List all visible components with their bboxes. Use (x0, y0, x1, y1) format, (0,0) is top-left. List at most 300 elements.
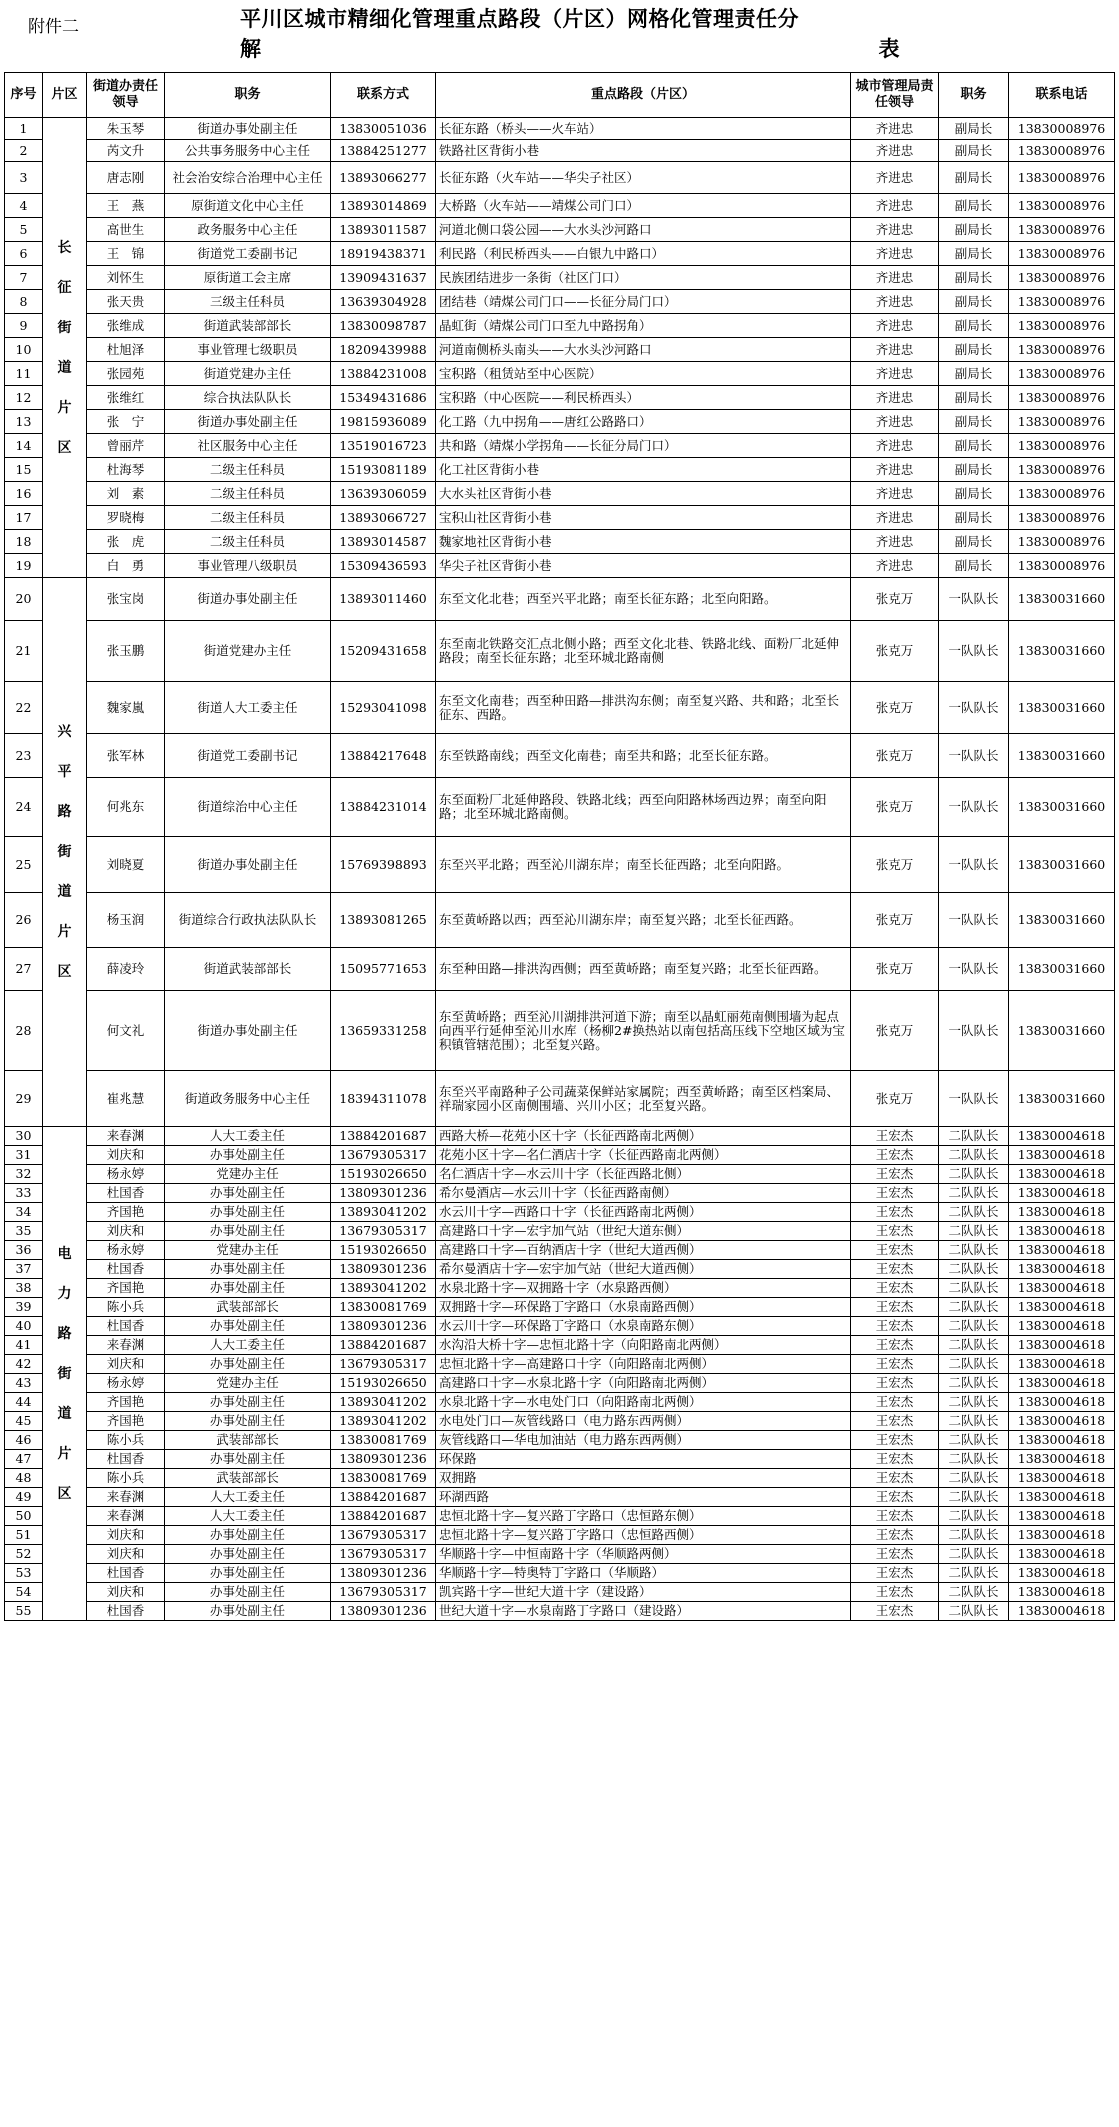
leader-name: 杜国香 (87, 1317, 165, 1336)
leader-phone: 13679305317 (331, 1526, 436, 1545)
city-phone: 13830031660 (1009, 1071, 1115, 1127)
road-section: 华尖子社区背街小巷 (436, 554, 851, 578)
city-leader: 张克万 (851, 682, 939, 734)
road-section: 铁路社区背街小巷 (436, 140, 851, 162)
leader-title: 人大工委主任 (165, 1488, 331, 1507)
leader-title: 社会治安综合治理中心主任 (165, 162, 331, 194)
leader-title: 原街道工会主席 (165, 266, 331, 290)
city-leader: 王宏杰 (851, 1279, 939, 1298)
city-leader: 齐进忠 (851, 194, 939, 218)
row-no: 15 (5, 458, 43, 482)
city-title: 二队队长 (939, 1393, 1009, 1412)
city-phone: 13830004618 (1009, 1507, 1115, 1526)
row-no: 49 (5, 1488, 43, 1507)
leader-name: 何兆东 (87, 778, 165, 837)
leader-phone: 13809301236 (331, 1184, 436, 1203)
table-row (5, 290, 1115, 314)
row-no: 53 (5, 1564, 43, 1583)
city-title: 二队队长 (939, 1241, 1009, 1260)
city-title: 副局长 (939, 410, 1009, 434)
city-title: 二队队长 (939, 1165, 1009, 1184)
city-phone: 13830004618 (1009, 1602, 1115, 1621)
city-title: 二队队长 (939, 1412, 1009, 1431)
leader-title: 综合执法队队长 (165, 386, 331, 410)
leader-title: 政务服务中心主任 (165, 218, 331, 242)
leader-phone: 13809301236 (331, 1317, 436, 1336)
city-leader: 王宏杰 (851, 1146, 939, 1165)
row-no: 20 (5, 578, 43, 621)
row-no: 47 (5, 1450, 43, 1469)
city-leader: 王宏杰 (851, 1127, 939, 1146)
city-leader: 齐进忠 (851, 434, 939, 458)
row-no: 55 (5, 1602, 43, 1621)
row-no: 5 (5, 218, 43, 242)
leader-phone: 13893041202 (331, 1203, 436, 1222)
leader-name: 张军林 (87, 734, 165, 778)
city-phone: 13830004618 (1009, 1488, 1115, 1507)
col-leader: 街道办责任领导 (87, 73, 165, 118)
city-phone: 13830004618 (1009, 1431, 1115, 1450)
leader-name: 杜旭泽 (87, 338, 165, 362)
row-no: 48 (5, 1469, 43, 1488)
leader-phone: 13893041202 (331, 1279, 436, 1298)
row-no: 23 (5, 734, 43, 778)
leader-phone: 18209439988 (331, 338, 436, 362)
leader-title: 事业管理七级职员 (165, 338, 331, 362)
leader-name: 陈小兵 (87, 1298, 165, 1317)
row-no: 42 (5, 1355, 43, 1374)
leader-phone: 13679305317 (331, 1146, 436, 1165)
row-no: 35 (5, 1222, 43, 1241)
city-title: 二队队长 (939, 1127, 1009, 1146)
leader-name: 张维成 (87, 314, 165, 338)
title-line-2 (240, 34, 900, 64)
table-row (5, 338, 1115, 362)
col-city-title: 职务 (939, 73, 1009, 118)
road-section: 环保路 (436, 1450, 851, 1469)
leader-name: 魏家嵐 (87, 682, 165, 734)
col-title: 职务 (165, 73, 331, 118)
city-leader: 齐进忠 (851, 290, 939, 314)
leader-name: 朱玉琴 (87, 118, 165, 140)
leader-title: 公共事务服务中心主任 (165, 140, 331, 162)
table-row (5, 734, 1115, 778)
city-phone: 13830008976 (1009, 290, 1115, 314)
leader-title: 办事处副主任 (165, 1526, 331, 1545)
leader-title: 社区服务中心主任 (165, 434, 331, 458)
row-no: 25 (5, 837, 43, 893)
city-phone: 13830031660 (1009, 778, 1115, 837)
city-phone: 13830008976 (1009, 554, 1115, 578)
row-no: 43 (5, 1374, 43, 1393)
table-row (5, 1222, 1115, 1241)
leader-name: 崔兆慧 (87, 1071, 165, 1127)
leader-phone: 15293041098 (331, 682, 436, 734)
leader-title: 办事处副主任 (165, 1412, 331, 1431)
city-phone: 13830004618 (1009, 1146, 1115, 1165)
title-line-2-right: 表 (878, 36, 900, 61)
city-title: 副局长 (939, 314, 1009, 338)
road-section: 灰管线路口—华电加油站（电力路东西两侧） (436, 1431, 851, 1450)
row-no: 2 (5, 140, 43, 162)
city-leader: 张克万 (851, 991, 939, 1071)
row-no: 45 (5, 1412, 43, 1431)
row-no: 30 (5, 1127, 43, 1146)
leader-name: 高世生 (87, 218, 165, 242)
city-leader: 王宏杰 (851, 1374, 939, 1393)
city-title: 一队队长 (939, 1071, 1009, 1127)
city-leader: 王宏杰 (851, 1583, 939, 1602)
table-row (5, 482, 1115, 506)
city-phone: 13830004618 (1009, 1184, 1115, 1203)
leader-name: 杜国香 (87, 1184, 165, 1203)
city-phone: 13830004618 (1009, 1393, 1115, 1412)
leader-name: 来春渊 (87, 1507, 165, 1526)
city-leader: 王宏杰 (851, 1602, 939, 1621)
city-phone: 13830031660 (1009, 893, 1115, 948)
leader-phone: 13639304928 (331, 290, 436, 314)
leader-phone: 13659331258 (331, 991, 436, 1071)
city-phone: 13830008976 (1009, 482, 1115, 506)
leader-name: 张 虎 (87, 530, 165, 554)
leader-phone: 13893014587 (331, 530, 436, 554)
road-section: 东至文化北巷；西至兴平北路；南至长征东路；北至向阳路。 (436, 578, 851, 621)
city-title: 副局长 (939, 218, 1009, 242)
attachment-label: 附件二 (28, 17, 79, 37)
row-no: 26 (5, 893, 43, 948)
city-phone: 13830004618 (1009, 1412, 1115, 1431)
table-row (5, 1127, 1115, 1146)
leader-phone: 19815936089 (331, 410, 436, 434)
table-row (5, 266, 1115, 290)
leader-phone: 15769398893 (331, 837, 436, 893)
leader-title: 党建办主任 (165, 1165, 331, 1184)
city-title: 副局长 (939, 338, 1009, 362)
road-section: 花苑小区十字—名仁酒店十字（长征西路南北两侧） (436, 1146, 851, 1165)
row-no: 46 (5, 1431, 43, 1450)
city-leader: 王宏杰 (851, 1564, 939, 1583)
title-line-2-left: 解 (240, 36, 262, 61)
leader-name: 刘庆和 (87, 1146, 165, 1165)
city-phone: 13830008976 (1009, 410, 1115, 434)
city-phone: 13830004618 (1009, 1241, 1115, 1260)
city-leader: 齐进忠 (851, 218, 939, 242)
road-section: 凯宾路十字—世纪大道十字（建设路） (436, 1583, 851, 1602)
leader-title: 街道人大工委主任 (165, 682, 331, 734)
leader-phone: 18394311078 (331, 1071, 436, 1127)
road-section: 华顺路十字—特奥特丁字路口（华顺路） (436, 1564, 851, 1583)
city-title: 一队队长 (939, 578, 1009, 621)
leader-phone: 13679305317 (331, 1355, 436, 1374)
city-title: 二队队长 (939, 1526, 1009, 1545)
city-leader: 张克万 (851, 778, 939, 837)
leader-phone: 15193081189 (331, 458, 436, 482)
city-phone: 13830004618 (1009, 1469, 1115, 1488)
leader-title: 街道办事处副主任 (165, 991, 331, 1071)
leader-title: 三级主任科员 (165, 290, 331, 314)
leader-title: 二级主任科员 (165, 482, 331, 506)
city-title: 二队队长 (939, 1203, 1009, 1222)
row-no: 13 (5, 410, 43, 434)
city-phone: 13830004618 (1009, 1355, 1115, 1374)
city-leader: 张克万 (851, 893, 939, 948)
leader-phone: 13884231014 (331, 778, 436, 837)
table-row (5, 1071, 1115, 1127)
city-leader: 齐进忠 (851, 410, 939, 434)
district-name: 电力路街道片区 (57, 1245, 72, 1502)
table-row (5, 162, 1115, 194)
city-title: 副局长 (939, 506, 1009, 530)
col-no: 序号 (5, 73, 43, 118)
leader-phone: 13893014869 (331, 194, 436, 218)
leader-phone: 13893011587 (331, 218, 436, 242)
road-section: 东至种田路—排洪沟西侧；西至黄峤路；南至复兴路；北至长征西路。 (436, 948, 851, 991)
city-title: 二队队长 (939, 1298, 1009, 1317)
leader-title: 办事处副主任 (165, 1450, 331, 1469)
road-section: 忠恒北路十字—复兴路丁字路口（忠恒路西侧） (436, 1526, 851, 1545)
road-section: 名仁酒店十字—水云川十字（长征西路北侧） (436, 1165, 851, 1184)
city-phone: 13830031660 (1009, 948, 1115, 991)
city-phone: 13830008976 (1009, 530, 1115, 554)
row-no: 24 (5, 778, 43, 837)
leader-phone: 13809301236 (331, 1260, 436, 1279)
table-row (5, 386, 1115, 410)
table-row (5, 1393, 1115, 1412)
row-no: 33 (5, 1184, 43, 1203)
leader-name: 刘庆和 (87, 1222, 165, 1241)
leader-title: 人大工委主任 (165, 1507, 331, 1526)
city-phone: 13830008976 (1009, 386, 1115, 410)
city-phone: 13830004618 (1009, 1298, 1115, 1317)
leader-phone: 15193026650 (331, 1241, 436, 1260)
leader-name: 白 勇 (87, 554, 165, 578)
city-phone: 13830004618 (1009, 1165, 1115, 1184)
row-no: 27 (5, 948, 43, 991)
table-row (5, 1184, 1115, 1203)
leader-title: 办事处副主任 (165, 1355, 331, 1374)
table-row (5, 218, 1115, 242)
leader-name: 来春渊 (87, 1336, 165, 1355)
road-section: 东至兴平北路；西至沁川湖东岸；南至长征西路；北至向阳路。 (436, 837, 851, 893)
city-title: 一队队长 (939, 734, 1009, 778)
city-leader: 齐进忠 (851, 242, 939, 266)
table-row (5, 1279, 1115, 1298)
city-title: 副局长 (939, 266, 1009, 290)
leader-title: 办事处副主任 (165, 1393, 331, 1412)
table-body (5, 118, 1115, 1621)
city-leader: 王宏杰 (851, 1298, 939, 1317)
row-no: 44 (5, 1393, 43, 1412)
leader-name: 齐国艳 (87, 1203, 165, 1222)
leader-phone: 15209431658 (331, 621, 436, 682)
table-row (5, 1602, 1115, 1621)
table-row (5, 1241, 1115, 1260)
leader-title: 街道政务服务中心主任 (165, 1071, 331, 1127)
city-title: 一队队长 (939, 682, 1009, 734)
city-title: 二队队长 (939, 1507, 1009, 1526)
road-section: 东至铁路南线；西至文化南巷；南至共和路；北至长征东路。 (436, 734, 851, 778)
row-no: 22 (5, 682, 43, 734)
city-title: 副局长 (939, 386, 1009, 410)
col-phone: 联系方式 (331, 73, 436, 118)
table-row (5, 434, 1115, 458)
city-leader: 齐进忠 (851, 118, 939, 140)
leader-phone: 13893081265 (331, 893, 436, 948)
road-section: 晶虹街（靖煤公司门口至九中路拐角） (436, 314, 851, 338)
city-title: 二队队长 (939, 1222, 1009, 1241)
col-road: 重点路段（片区） (436, 73, 851, 118)
leader-phone: 13830081769 (331, 1469, 436, 1488)
road-section: 宝积路（租赁站至中心医院） (436, 362, 851, 386)
city-leader: 齐进忠 (851, 458, 939, 482)
leader-title: 街道办事处副主任 (165, 118, 331, 140)
leader-phone: 15193026650 (331, 1374, 436, 1393)
road-section: 大水头社区背街小巷 (436, 482, 851, 506)
city-title: 副局长 (939, 434, 1009, 458)
city-phone: 13830008976 (1009, 338, 1115, 362)
leader-phone: 13884231008 (331, 362, 436, 386)
road-section: 西路大桥—花苑小区十字（长征西路南北两侧） (436, 1127, 851, 1146)
table-row (5, 1165, 1115, 1184)
city-leader: 王宏杰 (851, 1317, 939, 1336)
city-leader: 王宏杰 (851, 1412, 939, 1431)
leader-phone: 13519016723 (331, 434, 436, 458)
city-phone: 13830031660 (1009, 621, 1115, 682)
city-title: 二队队长 (939, 1184, 1009, 1203)
road-section: 长征东路（火车站——华尖子社区） (436, 162, 851, 194)
leader-name: 刘晓夏 (87, 837, 165, 893)
table-row (5, 506, 1115, 530)
road-section: 大桥路（火车站——靖煤公司门口） (436, 194, 851, 218)
leader-phone: 13884201687 (331, 1336, 436, 1355)
table-row (5, 1488, 1115, 1507)
road-section: 希尔曼酒店—水云川十字（长征西路南侧） (436, 1184, 851, 1203)
leader-title: 办事处副主任 (165, 1317, 331, 1336)
city-phone: 13830031660 (1009, 578, 1115, 621)
leader-name: 王 锦 (87, 242, 165, 266)
city-title: 副局长 (939, 118, 1009, 140)
leader-phone: 13893041202 (331, 1393, 436, 1412)
city-leader: 齐进忠 (851, 554, 939, 578)
leader-phone: 13809301236 (331, 1602, 436, 1621)
city-leader: 齐进忠 (851, 362, 939, 386)
table-row (5, 1336, 1115, 1355)
leader-title: 街道武装部部长 (165, 948, 331, 991)
road-section: 共和路（靖煤小学拐角——长征分局门口） (436, 434, 851, 458)
leader-name: 张玉鹏 (87, 621, 165, 682)
leader-phone: 13893066727 (331, 506, 436, 530)
city-phone: 13830004618 (1009, 1336, 1115, 1355)
leader-phone: 13830098787 (331, 314, 436, 338)
leader-name: 罗晓梅 (87, 506, 165, 530)
city-leader: 齐进忠 (851, 314, 939, 338)
city-phone: 13830008976 (1009, 140, 1115, 162)
road-section: 东至兴平南路种子公司蔬菜保鲜站家属院；西至黄峤路；南至区档案局、祥瑞家园小区南侧围墙、兴川小区；北至复兴路。 (436, 1071, 851, 1127)
city-title: 一队队长 (939, 778, 1009, 837)
city-leader: 王宏杰 (851, 1336, 939, 1355)
city-phone: 13830004618 (1009, 1127, 1115, 1146)
city-leader: 王宏杰 (851, 1241, 939, 1260)
city-title: 副局长 (939, 530, 1009, 554)
leader-title: 事业管理八级职员 (165, 554, 331, 578)
table-row (5, 314, 1115, 338)
row-no: 19 (5, 554, 43, 578)
district-cell (43, 578, 87, 1127)
leader-name: 芮文升 (87, 140, 165, 162)
leader-phone: 13830081769 (331, 1431, 436, 1450)
row-no: 38 (5, 1279, 43, 1298)
leader-name: 张天贵 (87, 290, 165, 314)
city-phone: 13830008976 (1009, 362, 1115, 386)
road-section: 环湖西路 (436, 1488, 851, 1507)
city-phone: 13830008976 (1009, 242, 1115, 266)
table-row (5, 1450, 1115, 1469)
leader-name: 刘庆和 (87, 1545, 165, 1564)
district-name: 兴平路街道片区 (57, 724, 72, 980)
leader-name: 刘庆和 (87, 1526, 165, 1545)
leader-title: 街道综治中心主任 (165, 778, 331, 837)
city-leader: 王宏杰 (851, 1488, 939, 1507)
city-phone: 13830008976 (1009, 434, 1115, 458)
table-row (5, 1545, 1115, 1564)
leader-phone: 13909431637 (331, 266, 436, 290)
leader-name: 张宝岗 (87, 578, 165, 621)
city-leader: 王宏杰 (851, 1431, 939, 1450)
city-title: 二队队长 (939, 1602, 1009, 1621)
table-row (5, 948, 1115, 991)
city-leader: 齐进忠 (851, 266, 939, 290)
row-no: 29 (5, 1071, 43, 1127)
table-row (5, 682, 1115, 734)
road-section: 东至南北铁路交汇点北侧小路；西至文化北巷、铁路北线、面粉厂北延伸路段；南至长征东路；北至环城北路南侧 (436, 621, 851, 682)
leader-title: 武装部部长 (165, 1298, 331, 1317)
table-row (5, 893, 1115, 948)
city-phone: 13830008976 (1009, 506, 1115, 530)
leader-title: 办事处副主任 (165, 1222, 331, 1241)
title-line-1: 平川区城市精细化管理重点路段（片区）网格化管理责任分 (240, 6, 799, 31)
leader-title: 街道办事处副主任 (165, 410, 331, 434)
city-leader: 齐进忠 (851, 162, 939, 194)
table-row (5, 458, 1115, 482)
col-city-phone: 联系电话 (1009, 73, 1115, 118)
city-leader: 齐进忠 (851, 530, 939, 554)
leader-phone: 13893066277 (331, 162, 436, 194)
table-row (5, 1564, 1115, 1583)
row-no: 3 (5, 162, 43, 194)
city-title: 二队队长 (939, 1431, 1009, 1450)
city-phone: 13830004618 (1009, 1222, 1115, 1241)
leader-title: 二级主任科员 (165, 530, 331, 554)
city-leader: 王宏杰 (851, 1355, 939, 1374)
city-leader: 王宏杰 (851, 1469, 939, 1488)
city-title: 一队队长 (939, 991, 1009, 1071)
city-phone: 13830004618 (1009, 1583, 1115, 1602)
row-no: 7 (5, 266, 43, 290)
city-title: 二队队长 (939, 1374, 1009, 1393)
leader-name: 唐志刚 (87, 162, 165, 194)
road-section: 高建路口十字—百纳酒店十字（世纪大道西侧） (436, 1241, 851, 1260)
leader-phone: 15193026650 (331, 1165, 436, 1184)
road-section: 水电处门口—灰管线路口（电力路东西两侧） (436, 1412, 851, 1431)
city-leader: 齐进忠 (851, 482, 939, 506)
leader-title: 街道党建办主任 (165, 621, 331, 682)
leader-title: 街道党工委副书记 (165, 242, 331, 266)
district-name: 长征街道片区 (57, 239, 72, 456)
road-section: 宝积路（中心医院——利民桥西头） (436, 386, 851, 410)
city-phone: 13830031660 (1009, 734, 1115, 778)
road-section: 水沟沿大桥十字—忠恒北路十字（向阳路南北两侧） (436, 1336, 851, 1355)
table-row (5, 621, 1115, 682)
